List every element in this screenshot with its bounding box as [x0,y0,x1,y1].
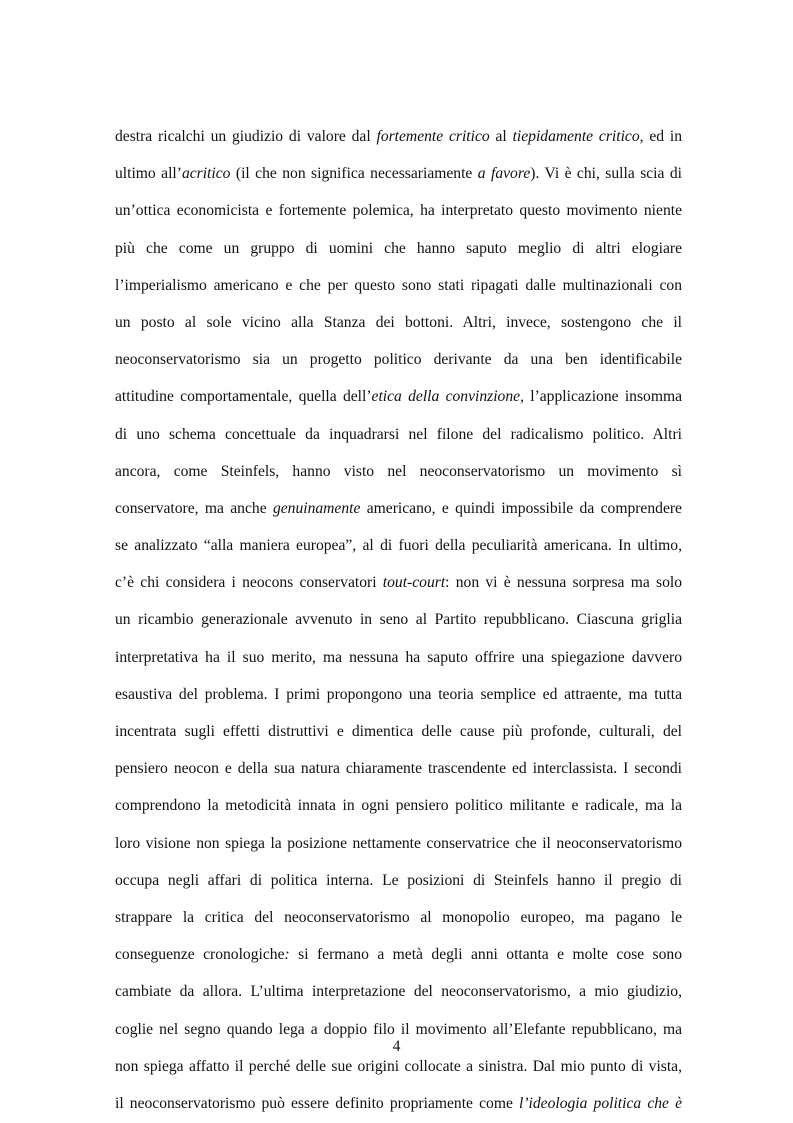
text-line: di uno schema concettuale da inquadrarsi nel filone del radicalismo politico. Altri [115,425,682,443]
text-line: un ricambio generazionale avvenuto in seno al Partito repubblicano. Ciascuna griglia [115,611,682,629]
text-line: se analizzato “alla maniera europea”, al di fuori della peculiarità americana. In ultimo, [115,537,682,555]
text-line: comprendono la metodicità innata in ogni pensiero politico militante e radicale, ma la [115,797,682,815]
text-line: destra ricalchi un giudizio di valore dal fortemente critico al tiepidamente critico, ed in [115,128,682,145]
text-line: neoconservatorismo sia un progetto politico derivante da una ben identificabile [115,351,682,369]
italic-phrase: etica della convinzione [371,388,521,406]
page-number: 4 [392,1038,401,1055]
italic-phrase: l’ideologia politica che è [519,1094,682,1112]
text-line: un posto al sole vicino alla Stanza dei bottoni. Altri, invece, sostengono che il [115,313,682,331]
text-line: pensiero neocon e della sua natura chiaramente trascendente ed interclassista. I secondi [115,760,682,778]
text-line: ancora, come Steinfels, hanno visto nel neoconservatorismo un movimento sì [115,462,682,480]
text-line: conservatore, ma anche genuinamente americano, e quindi impossibile da comprendere [115,499,682,517]
italic-phrase: tiepidamente critico [512,128,640,145]
italic-phrase: fortemente critico [376,128,490,145]
text-line: cambiate da allora. L’ultima interpretazione del neoconservatorismo, a mio giudizio, [115,983,682,1001]
italic-phrase: a favore [477,165,531,183]
text-line: attitudine comportamentale, quella dell’etica della convinzione, l’applicazione insomma [115,388,682,406]
text-line: loro visione non spiega la posizione nettamente conservatrice che il neoconservatorismo [115,834,682,852]
text-line: un’ottica economicista e fortemente polemica, ha interpretato questo movimento niente [115,202,682,220]
text-line: più che come un gruppo di uomini che hanno saputo meglio di altri elogiare [115,239,682,257]
text-line: conseguenze cronologiche: si fermano a metà degli anni ottanta e molte cose sono [115,946,682,964]
text-line: ultimo all’acritico (il che non significa necessariamente a favore). Vi è chi, sulla scia di [115,165,682,183]
text-line: c’è chi considera i neocons conservatori tout-court: non vi è nessuna sorpresa ma solo [115,574,682,592]
text-line: l’imperialismo americano e che per questo sono stati ripagati dalle multinazionali con [115,276,682,294]
text-line: il neoconservatorismo può essere definito propriamente come l’ideologia politica che è [115,1094,682,1112]
italic-phrase: genuinamente [272,499,361,517]
text-line: esaustiva del problema. I primi propongono una teoria semplice ed attraente, ma tutta [115,685,682,703]
text-line: non spiega affatto il perché delle sue origini collocate a sinistra. Dal mio punto di vista, [115,1057,682,1075]
body-paragraph [115,118,682,1122]
text-line: occupa negli affari di politica interna. Le posizioni di Steinfels hanno il pregio di [115,871,682,889]
text-line: coglie nel segno quando lega a doppio filo il movimento all’Elefante repubblicano, ma [115,1020,682,1038]
text-line: incentrata sugli effetti distruttivi e dimentica delle cause più profonde, culturali, del [115,723,682,740]
text-line: strappare la critica del neoconservatorismo al monopolio europeo, ma pagano le [115,908,682,926]
italic-phrase: : [284,946,290,964]
italic-phrase: tout-court [382,574,446,592]
italic-phrase: acritico [181,165,231,183]
text-line: interpretativa ha il suo merito, ma nessuna ha saputo offrire una spiegazione davvero [115,648,682,666]
